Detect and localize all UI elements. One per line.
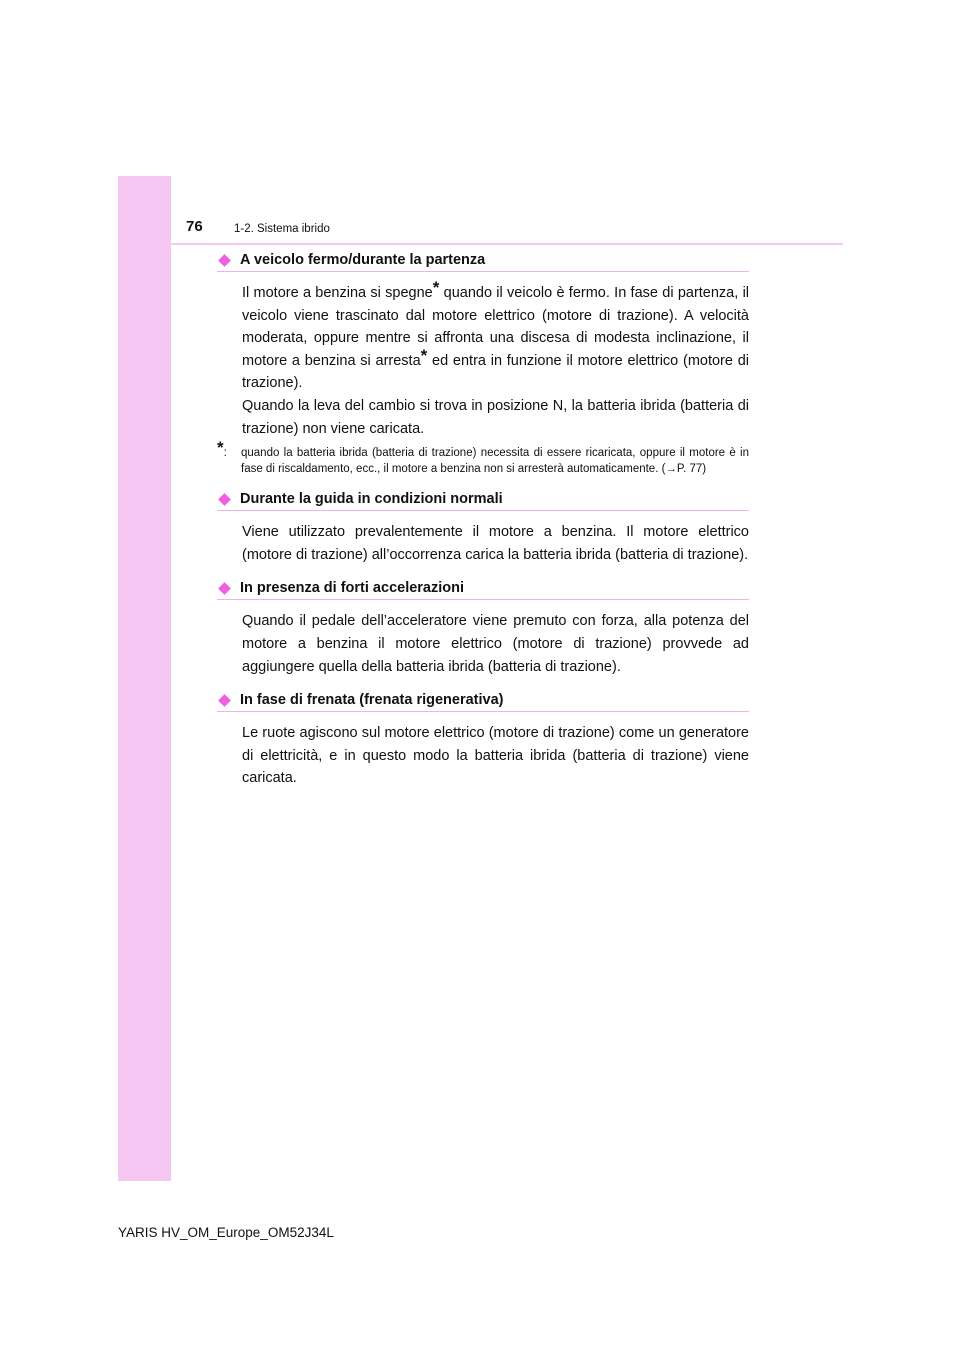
footnote-mark bbox=[217, 438, 241, 477]
diamond-bullet-icon bbox=[218, 582, 231, 595]
paragraph-regenerative-braking bbox=[242, 722, 749, 790]
heading-regenerative-braking bbox=[217, 692, 749, 712]
page-content bbox=[217, 252, 749, 790]
paragraph-normal-driving bbox=[242, 521, 749, 566]
paragraph-line: Viene utilizzato prevalentemente il motore a benzina. Il motore elettrico (motore di trazione) all’occorrenza carica la batteria ibrida (batteria di trazione). bbox=[242, 524, 749, 563]
heading-stopped-start bbox=[217, 252, 749, 272]
asterisk-mark: * bbox=[432, 278, 440, 297]
side-tab-band bbox=[118, 176, 171, 1181]
heading-strong-acceleration bbox=[217, 580, 749, 600]
diamond-bullet-icon bbox=[218, 694, 231, 707]
diamond-bullet-icon bbox=[218, 493, 231, 506]
diamond-bullet-icon bbox=[218, 254, 231, 267]
paragraph-stopped-start bbox=[242, 278, 750, 440]
paragraph-line: Quando la leva del cambio si trova in posizione N, la batteria ibrida (batteria di trazione) non viene caricata. bbox=[242, 397, 749, 437]
paragraph-line: Quando il pedale dell’acceleratore viene premuto con forza, alla potenza del motore a benzina il motore elettrico (motore di trazione) provvede ad aggiungere quella della batteria ibrida (batteria di trazione). bbox=[242, 613, 749, 675]
page-number: 76 bbox=[186, 218, 203, 235]
heading-text: In fase di frenata (frenata rigenerativa) bbox=[240, 692, 504, 709]
paragraph-line: Le ruote agiscono sul motore elettrico (motore di trazione) come un generatore di elettricità, e in questo modo la batteria ibrida (batteria di trazione) viene caricata. bbox=[242, 725, 749, 787]
colon-mark: : bbox=[223, 447, 227, 460]
paragraph-line bbox=[242, 278, 750, 395]
section-title: 1-2. Sistema ibrido bbox=[234, 223, 330, 235]
heading-text: In presenza di forti accelerazioni bbox=[240, 580, 465, 597]
asterisk-mark: * bbox=[420, 345, 428, 365]
text-run: quando il veicolo è fermo. In fase di partenza, il veicolo viene trascinato dal motore elettrico (motore di trazione). A velocità moderata, oppure mentre si affronta una discesa di modesta inclinazione, il motore a benzina si arresta bbox=[242, 285, 750, 369]
header-rule bbox=[171, 243, 843, 245]
heading-text: A veicolo fermo/durante la partenza bbox=[240, 252, 486, 268]
footnote-text: quando la batteria ibrida (batteria di trazione) necessita di essere ricaricata, oppure il motore è in fase di riscaldamento, ecc., il motore a benzina non si arresterà automaticamente. (→P. 77) bbox=[241, 447, 749, 475]
paragraph-strong-acceleration bbox=[242, 610, 749, 678]
heading-normal-driving bbox=[217, 491, 749, 511]
text-run: ed entra in funzione il motore elettrico (motore di trazione). bbox=[242, 352, 749, 392]
asterisk-mark: * bbox=[217, 438, 224, 458]
heading-text: Durante la guida in condizioni normali bbox=[240, 491, 503, 508]
document-code: YARIS HV_OM_Europe_OM52J34L bbox=[118, 1225, 334, 1240]
footnote bbox=[217, 438, 749, 477]
text-run: Il motore a benzina si spegne bbox=[242, 285, 433, 301]
